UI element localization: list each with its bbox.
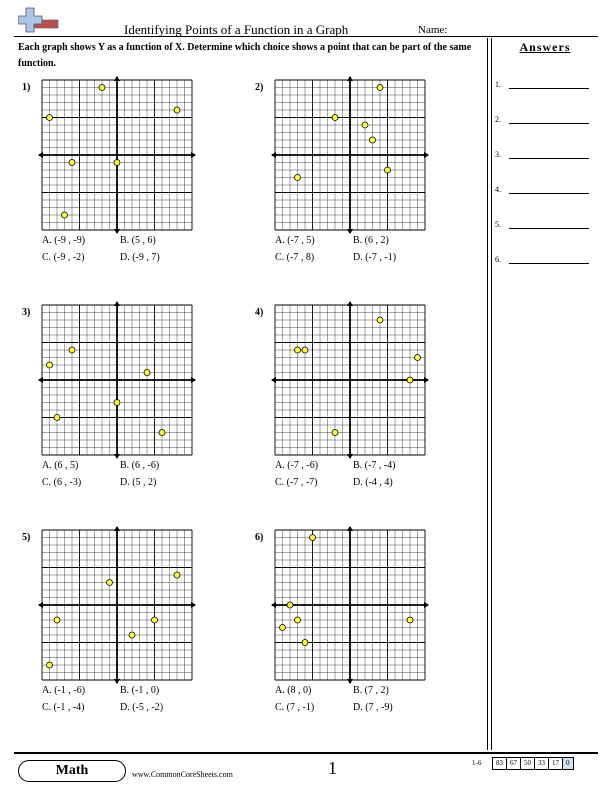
plotted-point bbox=[407, 377, 413, 383]
answer-choice: A. (-1 , -6) bbox=[42, 685, 86, 696]
answer-choice: B. (5 , 6) bbox=[120, 235, 156, 246]
axis-arrow-icon bbox=[38, 152, 43, 158]
answer-number: 1. bbox=[495, 80, 501, 89]
plotted-point bbox=[129, 632, 135, 638]
plotted-point bbox=[62, 212, 68, 218]
plotted-point bbox=[174, 572, 180, 578]
axis-arrow-icon bbox=[114, 454, 120, 459]
axis-arrow-icon bbox=[347, 679, 353, 684]
answer-choice: D. (-4 , 4) bbox=[353, 477, 393, 488]
answer-choice: C. (-9 , -2) bbox=[42, 252, 85, 263]
answer-blank[interactable] bbox=[509, 228, 589, 229]
axis-arrow-icon bbox=[191, 377, 196, 383]
answer-number: 4. bbox=[495, 185, 501, 194]
axis-arrow-icon bbox=[114, 526, 120, 531]
axis-arrow-icon bbox=[191, 152, 196, 158]
axis-arrow-icon bbox=[271, 377, 276, 383]
plotted-point bbox=[385, 167, 391, 173]
column-divider bbox=[487, 38, 488, 750]
answer-number: 3. bbox=[495, 150, 501, 159]
axis-arrow-icon bbox=[38, 377, 43, 383]
axis-arrow-icon bbox=[347, 301, 353, 306]
answer-choice: D. (-7 , -1) bbox=[353, 252, 397, 263]
answer-choice: A. (-7 , -6) bbox=[275, 460, 319, 471]
axis-arrow-icon bbox=[347, 454, 353, 459]
answer-blank[interactable] bbox=[509, 193, 589, 194]
coordinate-grid bbox=[38, 301, 196, 459]
coordinate-grid bbox=[271, 526, 429, 684]
name-label: Name: bbox=[418, 24, 448, 36]
axis-arrow-icon bbox=[114, 679, 120, 684]
answer-choice: C. (-7 , 8) bbox=[275, 252, 315, 263]
answer-choice: B. (7 , 2) bbox=[353, 685, 389, 696]
header-divider bbox=[14, 36, 598, 37]
score-range-label: 1-6 bbox=[472, 759, 482, 767]
answer-choice: A. (6 , 5) bbox=[42, 460, 79, 471]
axis-arrow-icon bbox=[271, 602, 276, 608]
math-badge: Math bbox=[18, 760, 126, 782]
answer-choice: D. (5 , 2) bbox=[120, 477, 157, 488]
answer-row bbox=[495, 80, 595, 89]
plotted-point bbox=[362, 122, 368, 128]
plotted-point bbox=[287, 602, 293, 608]
answer-choice: B. (-7 , -4) bbox=[353, 460, 396, 471]
plotted-point bbox=[295, 617, 301, 623]
plotted-point bbox=[302, 640, 308, 646]
answer-choice: C. (7 , -1) bbox=[275, 702, 315, 713]
answer-row bbox=[495, 185, 595, 194]
plotted-point bbox=[280, 625, 286, 631]
axis-arrow-icon bbox=[191, 602, 196, 608]
plotted-point bbox=[47, 115, 53, 121]
plotted-point bbox=[99, 85, 105, 91]
plotted-point bbox=[47, 662, 53, 668]
score-cell: 50 bbox=[521, 758, 535, 769]
plotted-point bbox=[54, 617, 60, 623]
page-number: 1 bbox=[328, 758, 337, 778]
plotted-point bbox=[69, 160, 75, 166]
problem-number: 3) bbox=[22, 307, 31, 318]
plotted-point bbox=[415, 355, 421, 361]
axis-arrow-icon bbox=[347, 229, 353, 234]
plotted-point bbox=[47, 362, 53, 368]
answer-choice: D. (7 , -9) bbox=[353, 702, 393, 713]
problem-number: 6) bbox=[255, 532, 264, 543]
footer-divider bbox=[14, 752, 598, 754]
site-url: www.CommonCoreSheets.com bbox=[132, 770, 233, 779]
plotted-point bbox=[174, 107, 180, 113]
axis-arrow-icon bbox=[347, 526, 353, 531]
score-cell: 17 bbox=[549, 758, 563, 769]
problem-number: 2) bbox=[255, 82, 264, 93]
answer-number: 6. bbox=[495, 255, 501, 264]
plotted-point bbox=[370, 137, 376, 143]
plotted-point bbox=[377, 317, 383, 323]
coordinate-grid bbox=[271, 301, 429, 459]
answer-choice: B. (6 , -6) bbox=[120, 460, 160, 471]
axis-arrow-icon bbox=[38, 602, 43, 608]
answer-number: 2. bbox=[495, 115, 501, 124]
instructions: Each graph shows Y as a function of X. Determine which choice shows a point that can be part of the same function. bbox=[18, 42, 472, 69]
answer-choice: C. (-1 , -4) bbox=[42, 702, 85, 713]
plotted-point bbox=[332, 430, 338, 436]
answer-row bbox=[495, 150, 595, 159]
answer-choice: A. (-9 , -9) bbox=[42, 235, 86, 246]
answer-row bbox=[495, 220, 595, 229]
axis-arrow-icon bbox=[424, 152, 429, 158]
axis-arrow-icon bbox=[424, 377, 429, 383]
answer-choice: A. (8 , 0) bbox=[275, 685, 312, 696]
answer-blank[interactable] bbox=[509, 263, 589, 264]
axis-arrow-icon bbox=[424, 602, 429, 608]
plotted-point bbox=[69, 347, 75, 353]
page-title: Identifying Points of a Function in a Graph bbox=[124, 22, 349, 37]
answer-choice: D. (-9 , 7) bbox=[120, 252, 160, 263]
answer-blank[interactable] bbox=[509, 123, 589, 124]
problem-number: 5) bbox=[22, 532, 31, 543]
plotted-point bbox=[377, 85, 383, 91]
plotted-point bbox=[114, 160, 120, 166]
plotted-point bbox=[302, 347, 308, 353]
answer-choice: D. (-5 , -2) bbox=[120, 702, 164, 713]
plotted-point bbox=[332, 115, 338, 121]
coordinate-grid bbox=[271, 76, 429, 234]
answer-choice: A. (-7 , 5) bbox=[275, 235, 315, 246]
answer-blank[interactable] bbox=[509, 158, 589, 159]
plotted-point bbox=[152, 617, 158, 623]
answer-choice: B. (-1 , 0) bbox=[120, 685, 160, 696]
answer-row bbox=[495, 255, 595, 264]
plotted-point bbox=[407, 617, 413, 623]
score-table bbox=[492, 757, 574, 770]
score-cell: 67 bbox=[507, 758, 521, 769]
plotted-point bbox=[295, 175, 301, 181]
logo-icon bbox=[18, 6, 70, 40]
problem-number: 4) bbox=[255, 307, 264, 318]
plotted-point bbox=[295, 347, 301, 353]
axis-arrow-icon bbox=[347, 76, 353, 81]
plotted-point bbox=[54, 415, 60, 421]
plotted-point bbox=[114, 400, 120, 406]
axis-arrow-icon bbox=[271, 152, 276, 158]
answer-choice: C. (6 , -3) bbox=[42, 477, 82, 488]
answer-choice: B. (6 , 2) bbox=[353, 235, 389, 246]
axis-arrow-icon bbox=[114, 229, 120, 234]
plotted-point bbox=[107, 580, 113, 586]
answers-title: Answers bbox=[519, 40, 571, 54]
score-cell: 33 bbox=[535, 758, 549, 769]
plotted-point bbox=[144, 370, 150, 376]
answer-choice: C. (-7 , -7) bbox=[275, 477, 318, 488]
answer-blank[interactable] bbox=[509, 88, 589, 89]
column-divider-inner bbox=[491, 38, 492, 750]
answer-row bbox=[495, 115, 595, 124]
plotted-point bbox=[159, 430, 165, 436]
problem-number: 1) bbox=[22, 82, 31, 93]
axis-arrow-icon bbox=[114, 76, 120, 81]
axis-arrow-icon bbox=[114, 301, 120, 306]
score-cell: 83 bbox=[493, 758, 507, 769]
score-cell: 0 bbox=[563, 758, 573, 769]
coordinate-grid bbox=[38, 76, 196, 234]
coordinate-grid bbox=[38, 526, 196, 684]
plotted-point bbox=[310, 535, 316, 541]
answer-number: 5. bbox=[495, 220, 501, 229]
